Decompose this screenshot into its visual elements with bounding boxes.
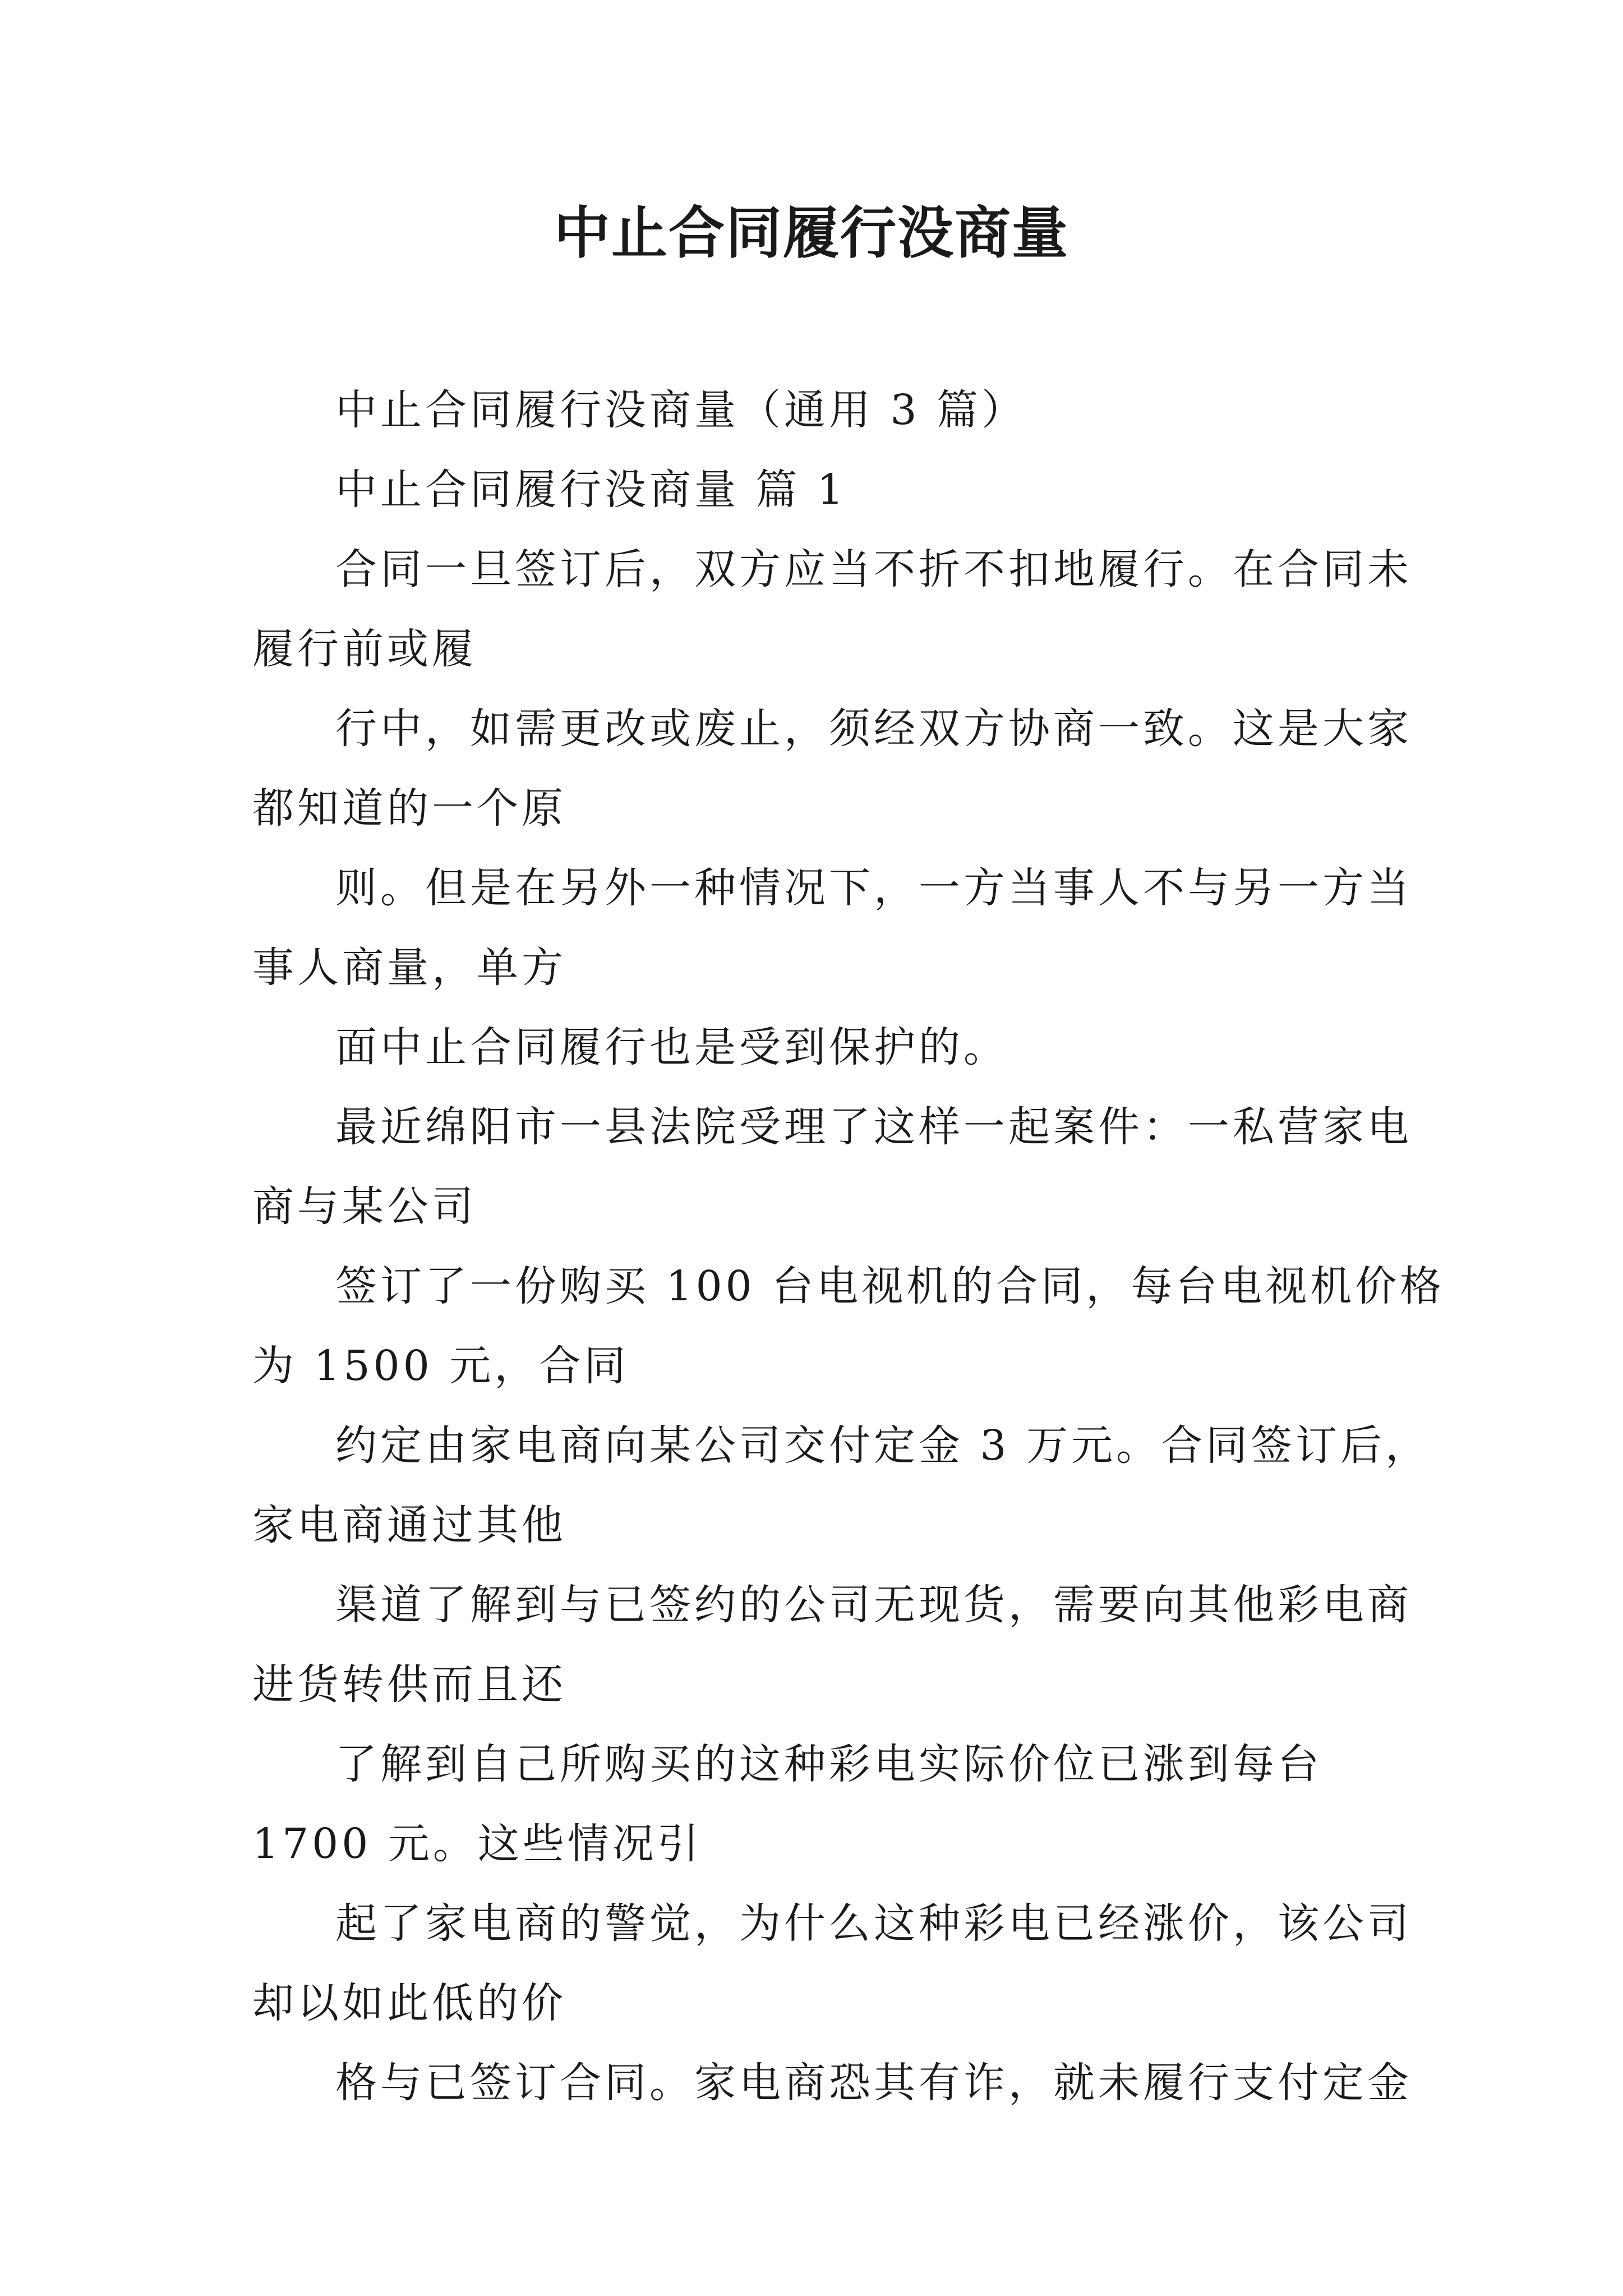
paragraph-line: 约定由家电商向某公司交付定金 3 万元。合同签订后， xyxy=(335,1421,1431,1470)
paragraph-continuation: 事人商量，单方 xyxy=(252,944,566,992)
paragraph xyxy=(252,1565,1412,1724)
paragraph xyxy=(252,1246,1445,1406)
paragraph-line: 格与已签订合同。家电商恐其有诈，就未履行支付定金 xyxy=(335,2059,1412,2107)
paragraph-line: 行中，如需更改或废止，须经双方协商一致。这是大家 xyxy=(335,705,1412,753)
paragraph-line: 面中止合同履行也是受到保护的。 xyxy=(335,1023,1008,1071)
paragraph-subtitle xyxy=(252,370,1402,450)
paragraph xyxy=(252,689,1412,848)
paragraph-line: 则。但是在另外一种情况下，一方当事人不与另一方当 xyxy=(335,864,1412,912)
paragraph-continuation: 都知道的一个原 xyxy=(252,784,566,832)
paragraph-continuation: 为 1500 元，合同 xyxy=(252,1342,629,1390)
paragraph-line: 最近绵阳市一县法院受理了这样一起案件：一私营家电 xyxy=(335,1103,1412,1151)
paragraph-continuation: 却以如此低的价 xyxy=(252,1979,566,2027)
paragraph xyxy=(252,848,1412,1007)
paragraph-line: 渠道了解到与已签约的公司无现货，需要向其他彩电商 xyxy=(335,1581,1412,1629)
paragraph-line: 中止合同履行没商量 篇 1 xyxy=(335,466,847,514)
paragraph-line: 签订了一份购买 100 台电视机的合同，每台电视机价格 xyxy=(335,1262,1445,1310)
paragraph-continuation: 家电商通过其他 xyxy=(252,1501,566,1549)
paragraph xyxy=(252,1007,1402,1087)
document-body xyxy=(252,370,1445,2123)
paragraph xyxy=(252,1087,1412,1246)
paragraph-line: 中止合同履行没商量（通用 3 篇） xyxy=(335,386,1027,434)
paragraph-continuation: 履行前或履 xyxy=(252,625,477,673)
paragraph xyxy=(252,1884,1412,2043)
paragraph-line: 合同一旦签订后，双方应当不折不扣地履行。在合同未 xyxy=(335,545,1412,593)
paragraph-continuation: 商与某公司 xyxy=(252,1182,477,1231)
paragraph-line: 了解到自己所购买的这种彩电实际价位已涨到每台 xyxy=(335,1740,1322,1788)
paragraph xyxy=(252,1406,1431,1565)
paragraph xyxy=(252,530,1412,689)
paragraph xyxy=(252,1724,1402,1884)
paragraph-continuation: 进货转供而且还 xyxy=(252,1660,566,1709)
paragraph-continuation: 1700 元。这些情况引 xyxy=(252,1820,702,1868)
document-title: 中止合同履行没商量 xyxy=(554,200,1069,266)
paragraph xyxy=(252,2043,1412,2123)
paragraph-section-heading xyxy=(252,450,1402,530)
paragraph-line: 起了家电商的警觉，为什么这种彩电已经涨价，该公司 xyxy=(335,1899,1412,1948)
